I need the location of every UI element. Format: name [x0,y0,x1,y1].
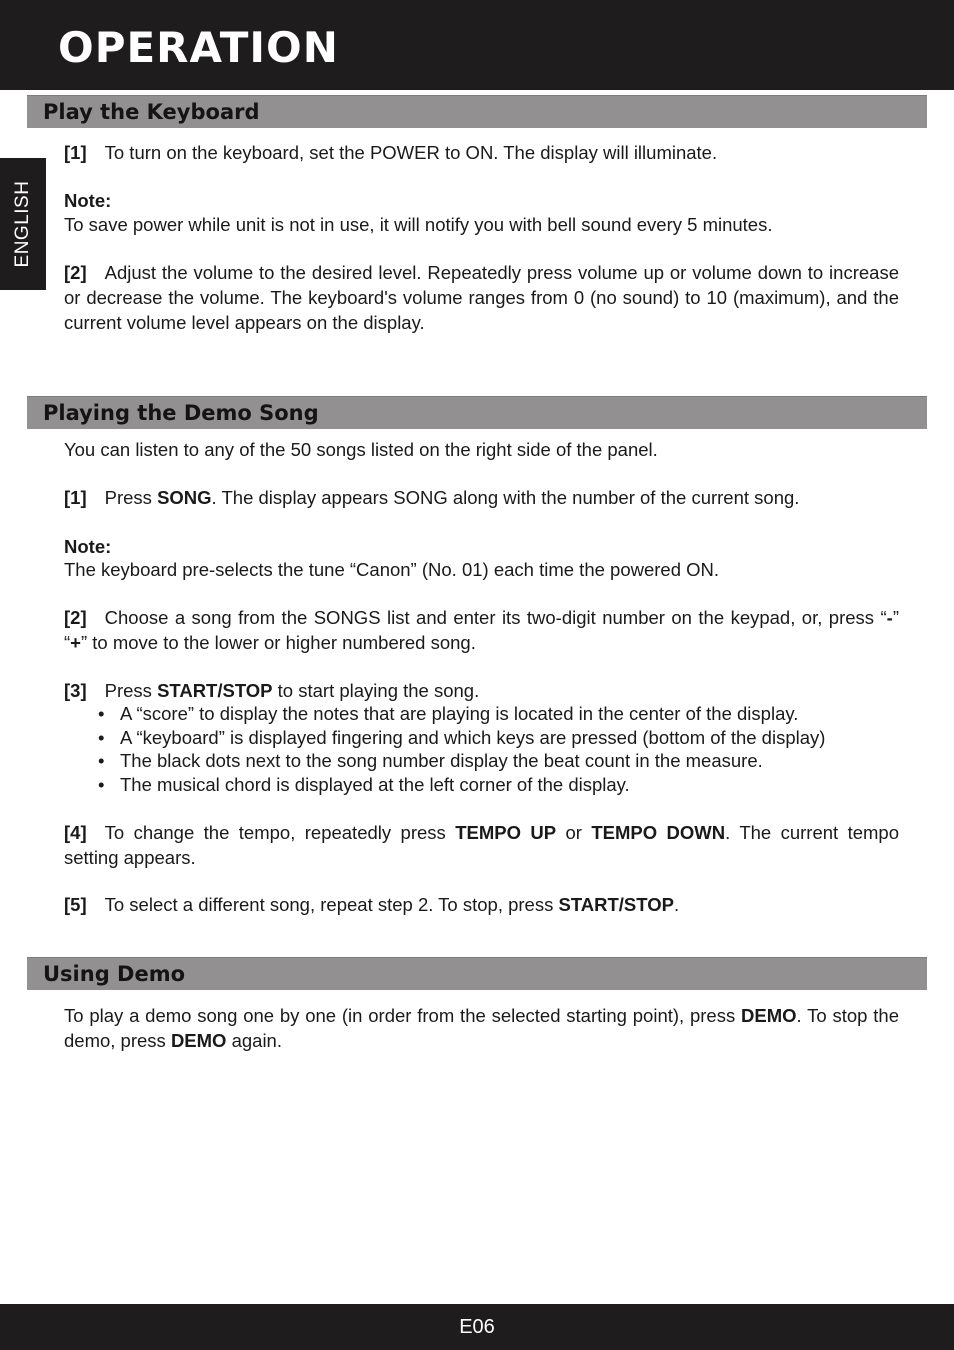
step-4-tempo [64,820,899,870]
step-2-choose-song [64,605,899,655]
step-5-select [64,892,899,917]
text-pre: To play a demo song one by one (in order from the selected starting point), press [64,1005,742,1026]
note-text: To save power while unit is not in use, it will notify you with bell sound every 5 minutes. [64,214,773,235]
page-number: E06 [459,1316,495,1338]
step-text: To turn on the keyboard, set the POWER to ON. The display will illuminate. [104,142,718,163]
step-text-pre: To change the tempo, repeatedly press [104,822,456,843]
plus-key-label: + [70,632,81,653]
step-text-mid: ” “ [64,607,899,653]
tempo-down-label: TEMPO DOWN [591,822,726,843]
using-demo-text [64,1003,899,1053]
step-text-post: . The current tempo setting appears. [64,822,899,868]
language-label: ENGLISH [12,180,33,268]
step-text-pre: To select a different song, repeat step 2. To stop, press [104,894,559,915]
text-post: again. [226,1030,282,1051]
demo-intro: You can listen to any of the 50 songs listed on the right side of the panel. [64,439,658,460]
note-label: Note: [64,190,112,211]
start-stop-label: START/STOP [558,894,674,915]
list-item: • A “score” to display the notes that are playing is located in the center of the display. [96,702,896,726]
section-heading: Using Demo [43,962,186,986]
section-header-play-keyboard [27,95,927,128]
step-number: [4] [64,822,87,843]
minus-key-label: - [886,607,893,628]
list-item: • The musical chord is displayed at the left corner of the display. [96,773,896,797]
note-text: The keyboard pre-selects the tune “Canon” (No. 01) each time the powered ON. [64,559,720,580]
header-bar [0,0,954,90]
step-text-post: . The display appears SONG along with the number of the current song. [211,487,800,508]
demo-button-label: DEMO [170,1030,227,1051]
step-text-post: to start playing the song. [272,680,480,701]
tempo-up-label: TEMPO UP [455,822,557,843]
step-number: [1] [64,487,87,508]
step-number: [2] [64,262,87,283]
step-text: Adjust the volume to the desired level. Repeatedly press volume up or volume down to increase or decrease the volume. The keyboard's volume ranges from 0 (no sound) to 10 (maximum), and the current volume level appears on the display. [64,262,899,333]
song-button-label: SONG [157,487,212,508]
step-number: [1] [64,142,87,163]
list-item: • The black dots next to the song number display the beat count in the measure. [96,749,896,773]
section-header-using-demo [27,957,927,990]
section-header-demo-song [27,396,927,429]
note-label: Note: [64,536,112,557]
footer-bar [0,1304,954,1350]
demo-button-label: DEMO [741,1005,797,1026]
text-mid: . To stop the demo, press [64,1005,899,1051]
step-text-post: ” to move to the lower or higher numbered song. [80,632,476,653]
step-text-mid: or [556,822,592,843]
section-heading: Play the Keyboard [43,100,260,124]
step-3-start [64,678,899,703]
step-number: [2] [64,607,87,628]
step-number: [3] [64,680,87,701]
step-text-pre: Press [104,680,158,701]
list-item: • A “keyboard” is displayed fingering and which keys are pressed (bottom of the display) [96,726,896,750]
start-stop-label: START/STOP [157,680,273,701]
display-bullet-list [96,702,896,796]
step-text-pre: Press [104,487,158,508]
step-text-post: . [673,894,680,915]
page-title: OPERATION [58,23,339,72]
step-number: [5] [64,894,87,915]
section-heading: Playing the Demo Song [43,401,319,425]
step-text-pre: Choose a song from the SONGS list and enter its two-digit number on the keypad, or, press “ [104,607,887,628]
step-2-volume [64,260,899,335]
step-1-song [64,485,899,510]
step-1-power [64,140,899,165]
language-tab [0,158,46,290]
